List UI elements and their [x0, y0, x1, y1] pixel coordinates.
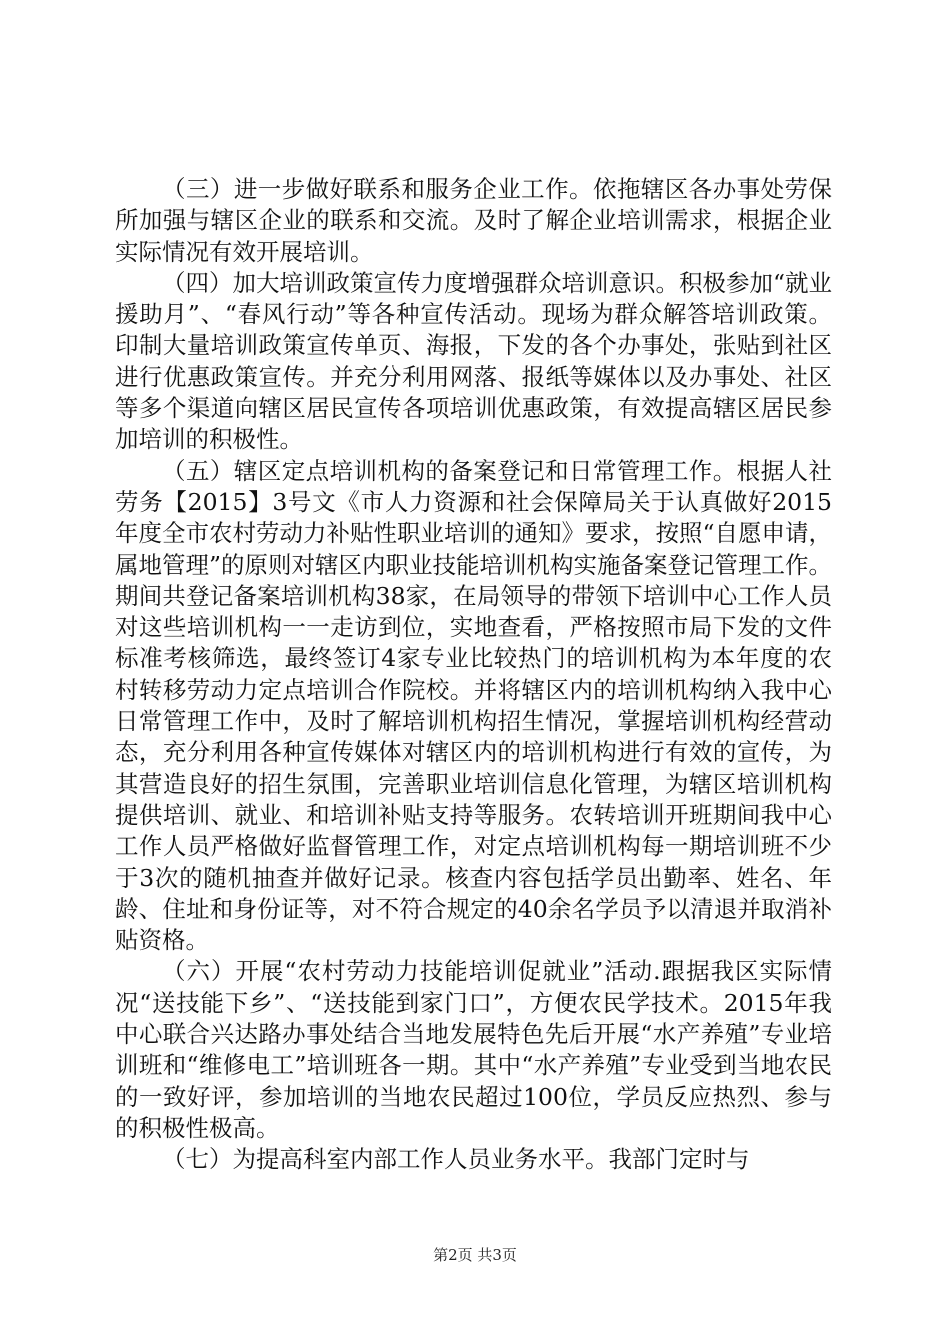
paragraph-5: （五）辖区定点培训机构的备案登记和日常管理工作。根据人社劳务【2015】3号文《市人力资源和社会保障局关于认真做好2015年度全市农村劳动力补贴性职业培训的通知》要求，按照“自愿申请，属地管理”的原则对辖区内职业技能培训机构实施备案登记管理工作。期间共登记备案培训机构38家，在局领导的带领下培训中心工作人员对这些培训机构一一走访到位，实地查看，严格按照市局下发的文件标准考核筛选，最终签订4家专业比较热门的培训机构为本年度的农村转移劳动力定点培训合作院校。并将辖区内的培训机构纳入我中心日常管理工作中，及时了解培训机构招生情况，掌握培训机构经营动态，充分利用各种宣传媒体对辖区内的培训机构进行有效的宣传，为其营造良好的招生氛围，完善职业培训信息化管理，为辖区培训机构提供培训、就业、和培训补贴支持等服务。农转培训开班期间我中心工作人员严格做好监督管理工作，对定点培训机构每一期培训班不少于3次的随机抽查并做好记录。核查内容包括学员出勤率、姓名、年龄、住址和身份证等，对不符合规定的40余名学员予以清退并取消补贴资格。 [115, 456, 833, 955]
page-number-footer: 第2页 共3页 [433, 1246, 517, 1264]
document-body [115, 174, 832, 1176]
paragraph-7: （七）为提高科室内部工作人员业务水平。我部门定时与 [162, 1145, 750, 1174]
paragraph-3: （三）进一步做好联系和服务企业工作。依拖辖区各办事处劳保所加强与辖区企业的联系和交流。及时了解企业培训需求，根据企业实际情况有效开展培训。 [115, 175, 832, 266]
paragraph-6: （六）开展“农村劳动力技能培训促就业”活动.跟据我区实际情况“送技能下乡”、“送技能到家门口”，方便农民学技术。2015年我中心联合兴达路办事处结合当地发展特色先后开展“水产养殖”专业培训班和“维修电工”培训班各一期。其中“水产养殖”专业受到当地农民的一致好评，参加培训的当地农民超过100位，学员反应热烈、参与的积极性极高。 [115, 957, 832, 1142]
paragraph-4: （四）加大培训政策宣传力度增强群众培训意识。积极参加“就业援助月”、“春风行动”等各种宣传活动。现场为群众解答培训政策。印制大量培训政策宣传单页、海报，下发的各个办事处，张贴到社区进行优惠政策宣传。并充分利用网落、报纸等媒体以及办事处、社区等多个渠道向辖区居民宣传各项培训优惠政策，有效提高辖区居民参加培训的积极性。 [115, 268, 833, 454]
